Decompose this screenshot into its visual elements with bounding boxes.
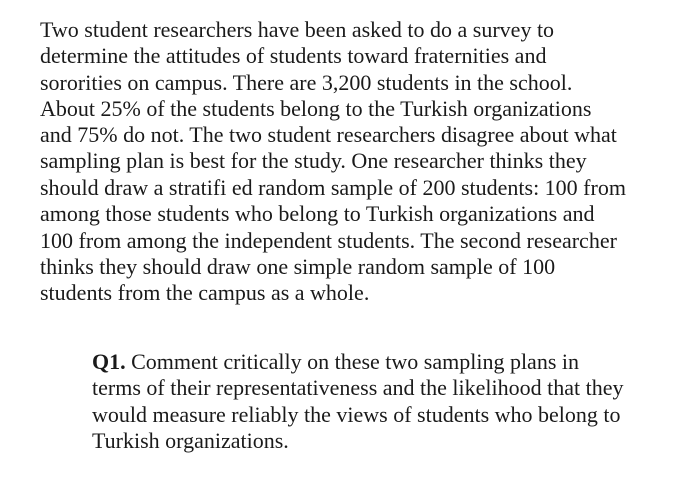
question-first-line [92, 349, 579, 375]
question-line: would measure reliably the views of students who belong to [92, 402, 621, 427]
paragraph-line: sororities on campus. There are 3,200 students in the school. [40, 70, 573, 95]
paragraph-line: 100 from among the independent students. The second researcher [40, 228, 617, 253]
question-line: terms of their representativeness and the likelihood that they [92, 375, 624, 400]
paragraph-line: among those students who belong to Turkish organizations and [40, 201, 595, 226]
question-label: Q1. [92, 349, 126, 374]
paragraph-line: Two student researchers have been asked to do a survey to [40, 17, 555, 42]
question-line: Turkish organizations. [92, 428, 289, 453]
paragraph-line: and 75% do not. The two student researchers disagree about what [40, 122, 617, 147]
paragraph-line: students from the campus as a whole. [40, 280, 370, 305]
paragraph-line: sampling plan is best for the study. One researcher thinks they [40, 148, 587, 173]
paragraph-line: should draw a stratifi ed random sample of 200 students: 100 from [40, 175, 626, 200]
question-text: Comment critically on these two sampling plans in [125, 349, 579, 374]
paragraph-line: thinks they should draw one simple random sample of 100 [40, 254, 556, 279]
paragraph-line: determine the attitudes of students toward fraternities and [40, 43, 547, 68]
paragraph-line: About 25% of the students belong to the Turkish organizations [40, 96, 592, 121]
